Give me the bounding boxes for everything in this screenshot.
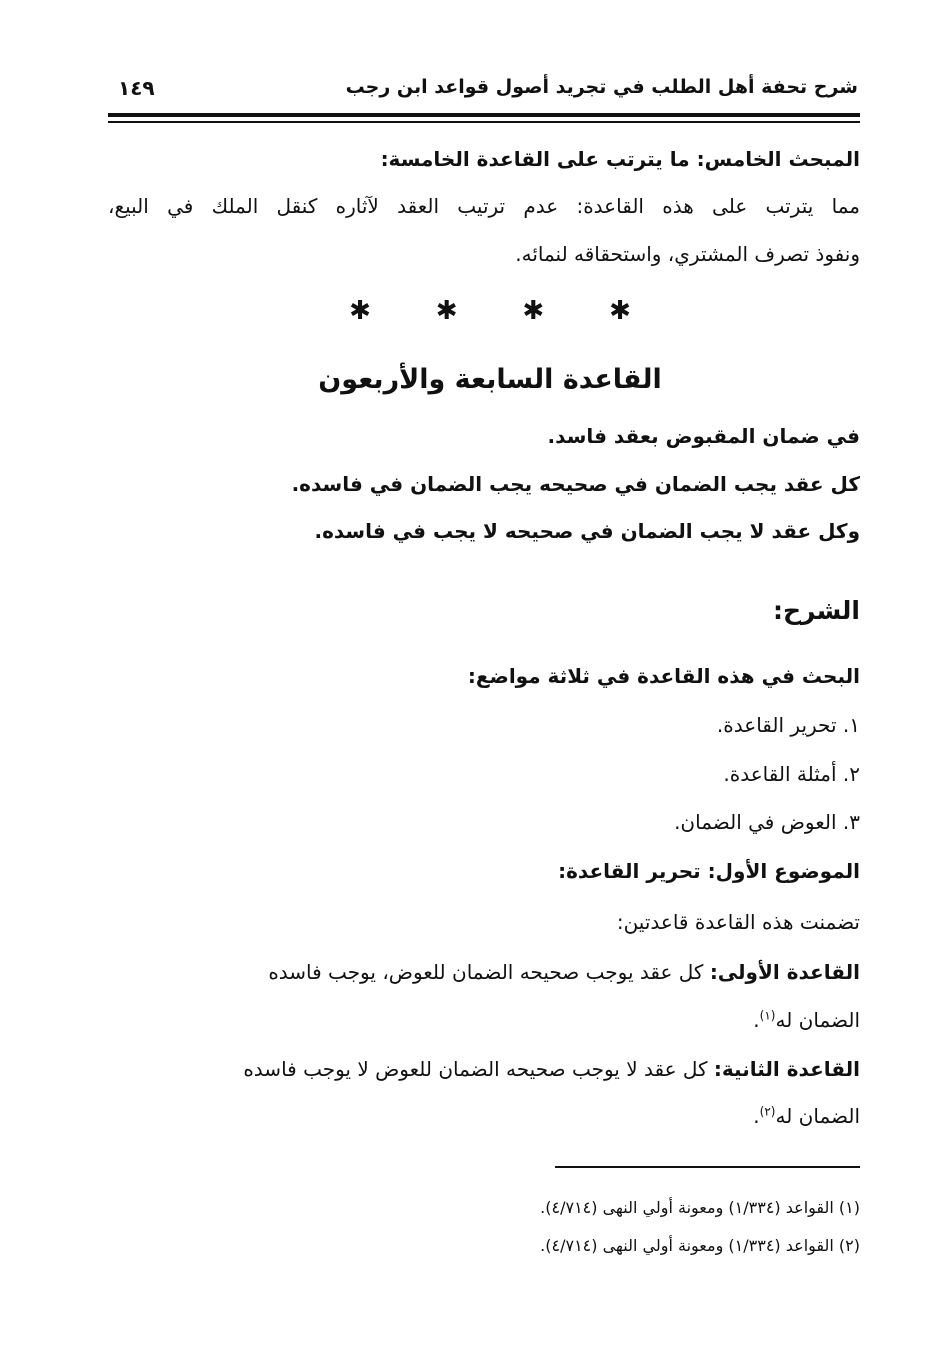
star-ornament: ✱ <box>349 296 371 326</box>
star-ornament: ✱ <box>522 296 545 326</box>
topic1-heading: الموضوع الأول: تحرير القاعدة: <box>558 859 860 883</box>
rule-statement-2: وكل عقد لا يجب الضمان في صحيحه لا يجب في فاسده. <box>314 519 860 543</box>
rule2-label: القاعدة الثانية: <box>713 1057 860 1081</box>
page-header <box>108 76 858 110</box>
section-separator <box>340 296 640 326</box>
running-title: شرح تحفة أهل الطلب في تجريد أصول قواعد ابن رجب <box>345 76 858 98</box>
section5-heading: المبحث الخامس: ما يترتب على القاعدة الخامسة: <box>380 147 860 171</box>
sharh-heading: الشرح: <box>773 596 860 625</box>
list-item: ١. تحرير القاعدة. <box>716 713 860 737</box>
header-rule-thin <box>108 121 860 123</box>
period: . <box>753 1008 760 1032</box>
rule2-text: كل عقد لا يوجب صحيحه الضمان للعوض لا يوجب فاسده <box>243 1057 708 1081</box>
header-rule-thick <box>108 113 860 117</box>
rule1-cont: الضمان له <box>775 1008 860 1032</box>
footnote-separator <box>555 1166 860 1168</box>
section5-text-line2: ونفوذ تصرف المشتري، واستحقاقه لنمائه. <box>515 242 860 266</box>
sharh-intro: البحث في هذه القاعدة في ثلاثة مواضع: <box>467 664 860 688</box>
footnote-ref-1[interactable]: (١) <box>759 1008 776 1023</box>
period: . <box>753 1104 760 1128</box>
rule-title: القاعدة السابعة والأربعون <box>318 364 662 395</box>
rule1-continuation <box>753 1008 860 1032</box>
topic1-intro: تضمنت هذه القاعدة قاعدتين: <box>616 910 860 934</box>
rule2-continuation <box>753 1104 860 1128</box>
footnote-1: (١) القواعد (١/٣٣٤) ومعونة أولي النهى (٤/٧١٤). <box>540 1198 860 1217</box>
footnote-2: (٢) القواعد (١/٣٣٤) ومعونة أولي النهى (٤/٧١٤). <box>540 1236 860 1255</box>
footnote-ref-2[interactable]: (٢) <box>759 1104 776 1119</box>
rule1-line <box>268 960 860 984</box>
rule1-text: كل عقد يوجب صحيحه الضمان للعوض، يوجب فاسده <box>268 960 704 984</box>
star-ornament: ✱ <box>609 296 631 326</box>
rule2-cont: الضمان له <box>775 1104 860 1128</box>
rule1-label: القاعدة الأولى: <box>709 960 860 984</box>
section5-text-line1: مما يترتب على هذه القاعدة: عدم ترتيب العقد لآثاره كنقل الملك في البيع، <box>108 194 860 218</box>
page-number: ١٤٩ <box>118 76 155 100</box>
list-item: ٢. أمثلة القاعدة. <box>723 762 860 786</box>
list-item: ٣. العوض في الضمان. <box>674 810 860 834</box>
rule-statement-1: كل عقد يجب الضمان في صحيحه يجب الضمان في فاسده. <box>291 472 860 496</box>
star-ornament: ✱ <box>435 296 458 326</box>
rule2-line <box>243 1057 860 1081</box>
rule-subtitle: في ضمان المقبوض بعقد فاسد. <box>547 424 860 448</box>
